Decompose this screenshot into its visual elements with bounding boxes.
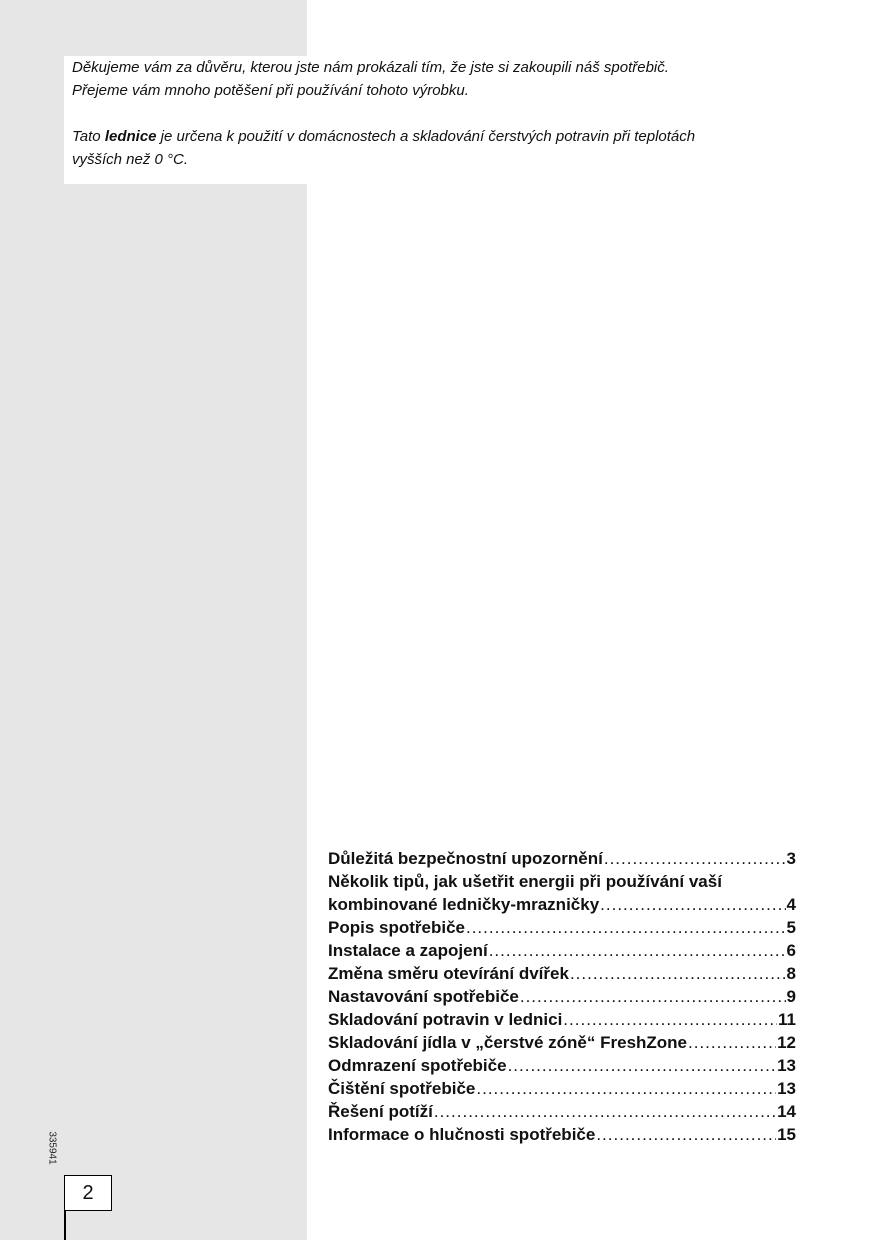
- toc-entry[interactable]: [328, 1031, 796, 1054]
- toc-entry-page: 8: [786, 964, 796, 983]
- toc-entry-page: 9: [786, 987, 796, 1006]
- page-number-rule: [64, 1210, 66, 1240]
- toc-entry-title: Změna směru otevírání dvířek: [328, 964, 569, 983]
- toc-entry[interactable]: [328, 1100, 796, 1123]
- toc-leader-dots: [520, 985, 786, 1008]
- toc-entry[interactable]: [328, 1123, 796, 1146]
- toc-entry-page: 6: [786, 941, 796, 960]
- page-number: 2: [64, 1175, 112, 1211]
- intro-text-box: [64, 56, 784, 184]
- toc-entry-title: Nastavování spotřebiče: [328, 987, 519, 1006]
- toc-entry-title: kombinované ledničky-mrazničky: [328, 895, 600, 914]
- toc-entry-page: 13: [777, 1056, 796, 1075]
- intro-para2-rest: je určena k použití v domácnostech a skladování čerstvých potravin při teplotách: [156, 128, 696, 145]
- toc-entry-page: 3: [786, 849, 796, 868]
- toc-leader-dots: [600, 893, 785, 916]
- table-of-contents: [328, 847, 796, 1146]
- toc-entry-title: Skladování potravin v lednici: [328, 1010, 563, 1029]
- toc-leader-dots: [466, 916, 786, 939]
- toc-leader-dots: [434, 1100, 776, 1123]
- toc-entry[interactable]: [328, 939, 796, 962]
- intro-para2-line2: vyšších než 0 °C.: [72, 151, 189, 168]
- toc-entry[interactable]: [328, 847, 796, 870]
- toc-entry[interactable]: [328, 1054, 796, 1077]
- toc-entry[interactable]: [328, 962, 796, 985]
- toc-entry[interactable]: [328, 985, 796, 1008]
- intro-para2-bold: lednice: [104, 128, 157, 145]
- toc-entry-title: Skladování jídla v „čerstvé zóně“ FreshZone: [328, 1033, 688, 1052]
- toc-entry-title: Důležitá bezpečnostní upozornění: [328, 849, 603, 868]
- toc-entry-title: Informace o hlučnosti spotřebiče: [328, 1125, 596, 1144]
- document-code: 335941: [46, 1131, 58, 1165]
- toc-leader-dots: [508, 1054, 777, 1077]
- intro-paragraph-1: [64, 56, 784, 102]
- toc-entry-page: 4: [786, 895, 796, 914]
- intro-line-1: Děkujeme vám za důvěru, kterou jste nám prokázali tím, že jste si zakoupili náš spotřebič.: [72, 59, 669, 76]
- toc-entry[interactable]: [328, 1008, 796, 1031]
- toc-entry-page: 5: [786, 918, 796, 937]
- toc-leader-dots: [563, 1008, 777, 1031]
- toc-entry-title: Čištění spotřebiče: [328, 1079, 476, 1098]
- toc-entry-page: 11: [778, 1010, 796, 1029]
- toc-leader-dots: [489, 939, 786, 962]
- toc-entry[interactable]: [328, 870, 796, 916]
- toc-entry[interactable]: [328, 1077, 796, 1100]
- left-gray-band: [0, 0, 307, 1240]
- toc-entry-page: 13: [777, 1079, 796, 1098]
- toc-entry-title: Instalace a zapojení: [328, 941, 488, 960]
- intro-paragraph-2: [64, 125, 784, 171]
- toc-leader-dots: [476, 1077, 776, 1100]
- intro-line-2: Přejeme vám mnoho potěšení při používání tohoto výrobku.: [72, 82, 469, 99]
- toc-leader-dots: [604, 847, 786, 870]
- toc-entry-page: 12: [777, 1033, 796, 1052]
- toc-entry-page: 14: [777, 1102, 796, 1121]
- toc-entry[interactable]: [328, 916, 796, 939]
- toc-entry-title-line1: Několik tipů, jak ušetřit energii při používání vaší: [328, 872, 722, 891]
- intro-para2-prefix: Tato: [72, 128, 105, 145]
- toc-entry-title: Řešení potíží: [328, 1102, 433, 1121]
- toc-entry-title: Odmrazení spotřebiče: [328, 1056, 507, 1075]
- toc-entry-title: Popis spotřebiče: [328, 918, 465, 937]
- toc-leader-dots: [570, 962, 786, 985]
- toc-leader-dots: [596, 1123, 776, 1146]
- toc-entry-page: 15: [777, 1125, 796, 1144]
- toc-leader-dots: [688, 1031, 776, 1054]
